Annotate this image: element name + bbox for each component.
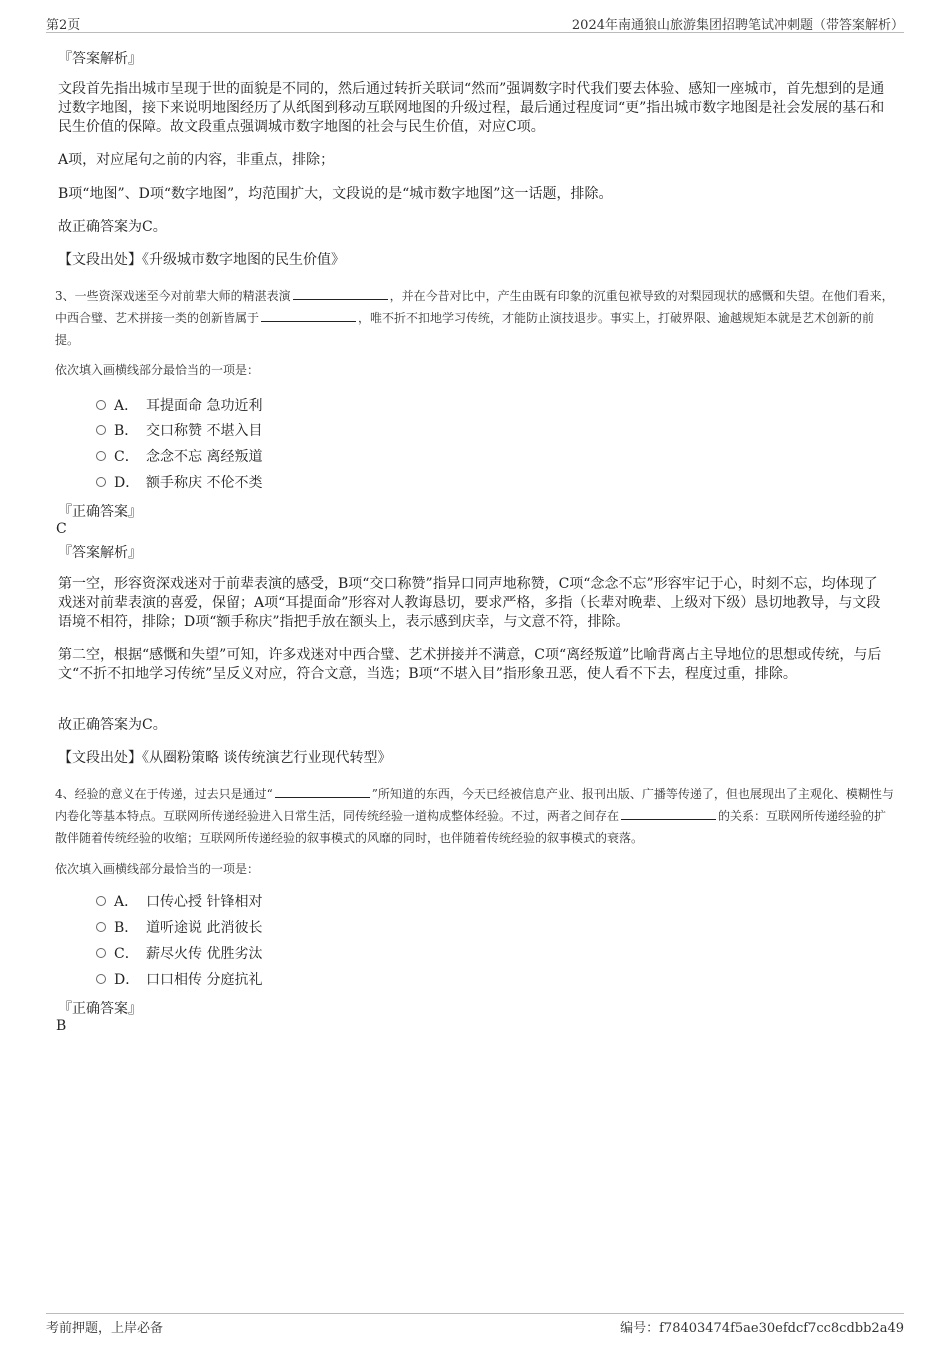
q4-option-d[interactable]: D． 口口相传 分庭抗礼	[96, 969, 262, 991]
q4-text-part-2: ”所知道的东西，今天已经被信息产业、报刊出版、广播等传递了，但也展现出了主观化、模糊性与内卷化等基本特点。互联网所传递经验进入日常生活，同传统经验一道构成整体经验。不过，两者之间存在	[55, 787, 894, 823]
q3-source: 【文段出处】《从圈粉策略 谈传统演艺行业现代转型》	[58, 750, 392, 766]
q4-blank-1	[275, 785, 370, 798]
q4-option-c[interactable]: C． 薪尽火传 优胜劣汰	[96, 943, 262, 965]
radio-icon[interactable]	[96, 896, 106, 906]
q2-analysis-label: 『答案解析』	[58, 51, 142, 67]
radio-icon[interactable]	[96, 948, 106, 958]
document-id: 编号：f78403474f5ae30efdcf7cc8cdbb2a49	[620, 1321, 904, 1336]
radio-icon[interactable]	[96, 400, 106, 410]
q3-correct-answer: C	[56, 521, 67, 537]
page-footer	[46, 1313, 904, 1337]
q4-option-b[interactable]: B． 道听途说 此消彼长	[96, 917, 262, 939]
q3-text-part-3: ，唯不折不扣地学习传统，才能防止演技退步。事实上，打破界限、逾越规矩本就是艺术创新的前提。	[55, 311, 875, 347]
radio-icon[interactable]	[96, 425, 106, 435]
q4-text-part-3: 的关系：互联网所传递经验的扩散伴随着传统经验的收缩；互联网所传递经验的叙事模式的风靡的同时，也伴随着传统经验的叙事模式的衰落。	[55, 809, 887, 845]
q4-correct-answer: B	[56, 1018, 67, 1034]
q3-option-a[interactable]: A． 耳提面命 急功近利	[96, 395, 262, 417]
q3-instruction: 依次填入画横线部分最恰当的一项是：	[55, 363, 260, 377]
page-header	[46, 14, 904, 33]
q3-option-c[interactable]: C． 念念不忘 离经叛道	[96, 446, 262, 468]
radio-icon[interactable]	[96, 922, 106, 932]
radio-icon[interactable]	[96, 451, 106, 461]
footer-slogan: 考前押题，上岸必备	[46, 1321, 164, 1336]
q3-text-part-2: ，并在今昔对比中，产生由既有印象的沉重包袱导致的对梨园现状的感慨和失望。在他们看来，中西合璧、艺术拼接一类的创新皆属于	[55, 289, 894, 325]
document-title: 2024年南通狼山旅游集团招聘笔试冲刺题（带答案解析）	[571, 18, 904, 33]
q3-conclusion: 故正确答案为C。	[58, 717, 167, 733]
page-number: 第2页	[46, 18, 81, 33]
q2-analysis-paragraph-1: 文段首先指出城市呈现于世的面貌是不同的，然后通过转折关联词“然而”强调数字时代我们要去体验、感知一座城市，首先想到的是通过数字地图，接下来说明地图经历了从纸图到移动互联网地图的升级过程，最后通过程度词“更”指出城市数字地图是社会发展的基石和民生价值的保障。故文段重点强调城市数字地图的社会与民生价值，对应C项。	[58, 81, 885, 135]
q3-analysis-paragraph-1: 第一空，形容资深戏迷对于前辈表演的感受，B项“交口称赞”指异口同声地称赞，C项“念念不忘”形容牢记于心，时刻不忘，均体现了戏迷对前辈表演的喜爱，保留；A项“耳提面命”形容对人教诲恳切，要求严格，多指（长辈对晚辈、上级对下级）恳切地教导，与文段语境不相符，排除；D项“额手称庆”指把手放在额头上，表示感到庆幸，与文意不符，排除。	[58, 576, 881, 630]
q4-option-a[interactable]: A． 口传心授 针锋相对	[96, 891, 262, 913]
q4-correct-label: 『正确答案』	[58, 1001, 142, 1017]
q4-instruction: 依次填入画横线部分最恰当的一项是：	[55, 862, 260, 876]
q3-option-d[interactable]: D． 额手称庆 不伦不类	[96, 472, 262, 494]
q2-source: 【文段出处】《升级城市数字地图的民生价值》	[58, 252, 345, 268]
q2-analysis-paragraph-2: A项，对应尾句之前的内容，非重点，排除；	[58, 152, 335, 168]
q3-option-b[interactable]: B． 交口称赞 不堪入目	[96, 420, 262, 442]
q3-text-part-1: 3、一些资深戏迷至今对前辈大师的精湛表演	[55, 289, 291, 303]
q3-correct-label: 『正确答案』	[58, 504, 142, 520]
radio-icon[interactable]	[96, 477, 106, 487]
q3-question-text	[55, 285, 895, 351]
q3-blank-1	[293, 287, 388, 300]
q4-text-part-1: 4、经验的意义在于传递，过去只是通过“	[55, 787, 273, 801]
q4-question-text	[55, 783, 895, 849]
q3-blank-2	[261, 309, 356, 322]
radio-icon[interactable]	[96, 974, 106, 984]
q2-analysis-paragraph-3: B项“地图”、D项“数字地图”，均范围扩大，文段说的是“城市数字地图”这一话题，排除。	[58, 186, 613, 202]
q3-analysis-paragraph-2: 第二空，根据“感慨和失望”可知，许多戏迷对中西合璧、艺术拼接并不满意，C项“离经叛道”比喻背离占主导地位的思想或传统，与后文“不折不扣地学习传统”呈反义对应，符合文意，当选；B项“不堪入目”指形象丑恶，使人看不下去，程度过重，排除。	[58, 647, 882, 682]
q2-conclusion: 故正确答案为C。	[58, 219, 167, 235]
q4-blank-2	[621, 807, 716, 820]
q3-analysis-label: 『答案解析』	[58, 545, 142, 561]
